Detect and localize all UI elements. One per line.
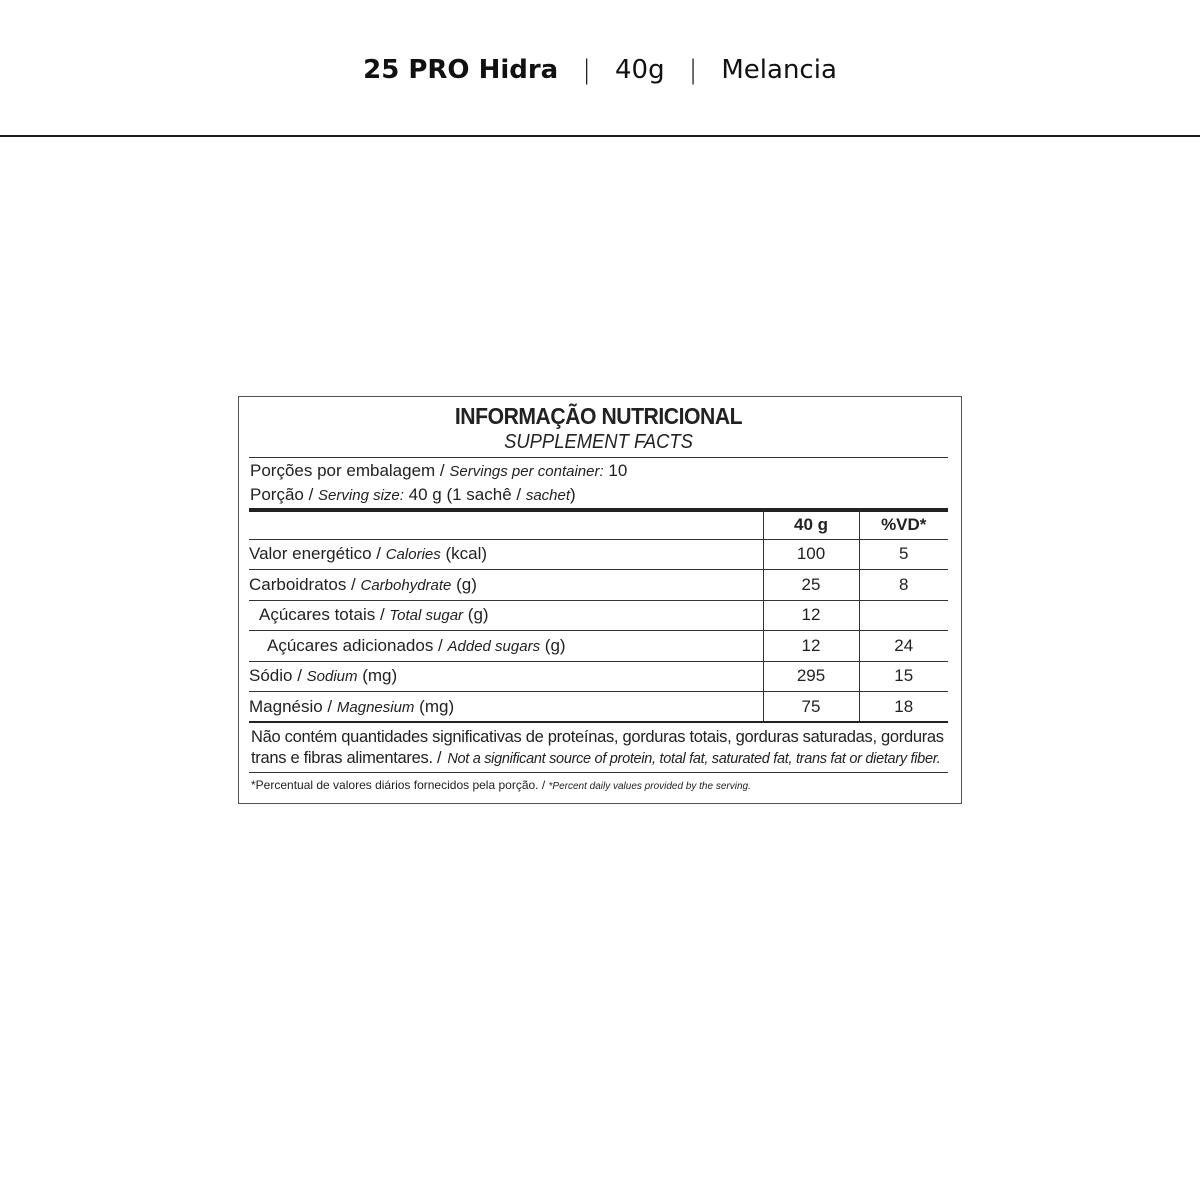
nutrient-unit: (g)	[451, 574, 477, 594]
table-row	[249, 570, 948, 601]
product-name: 25 PRO Hidra	[363, 55, 559, 85]
nutrient-dv: 18	[859, 692, 948, 723]
portion-value: 40 g (1 sachê /	[403, 485, 526, 504]
column-header-dv: %VD*	[859, 511, 948, 539]
nutrient-name	[249, 600, 763, 631]
portion-sachet-en: sachet	[525, 487, 571, 504]
nutrient-name	[249, 661, 763, 692]
serving-size	[250, 485, 576, 505]
footnote-pt: *Percentual de valores diários fornecidos pela porção. /	[251, 778, 549, 792]
nutrient-name-en: Calories	[385, 546, 441, 564]
nutrient-unit: (mg)	[414, 696, 455, 716]
nutrient-name	[249, 692, 763, 723]
nutrient-unit: (kcal)	[440, 544, 488, 564]
nutrient-unit: (g)	[540, 635, 566, 655]
table-row	[249, 539, 948, 570]
nutrient-name-en: Magnesium	[336, 698, 415, 716]
divider	[249, 457, 948, 458]
label-subtitle: SUPPLEMENT FACTS	[504, 431, 693, 453]
nutrient-name-pt: Sódio /	[249, 666, 307, 686]
product-header	[0, 0, 1200, 137]
servings-label-pt: Porções por embalagem /	[250, 461, 450, 480]
footnote-en: *Percent daily values provided by the serving.	[548, 781, 751, 792]
nutrient-amount: 295	[763, 661, 859, 692]
note-en: Not a significant source of protein, total fat, saturated fat, trans fat or dietary fiber.	[447, 751, 941, 767]
servings-per-container	[250, 461, 627, 481]
nutrient-name	[249, 631, 763, 662]
note-pt: Não contém quantidades significativas de proteínas, gorduras totais, gorduras saturadas, gorduras trans e fibras alimentares. /	[251, 728, 944, 767]
nutrient-name	[249, 570, 763, 601]
nutrient-name-pt: Magnésio /	[249, 696, 337, 716]
portion-label-en: Serving size:	[318, 487, 404, 504]
nutrient-dv	[859, 600, 948, 631]
divider	[249, 772, 948, 773]
nutrient-name-pt: Açúcares totais /	[259, 605, 390, 625]
nutrient-name-en: Carbohydrate	[360, 576, 452, 594]
nutrient-unit: (g)	[463, 605, 489, 625]
daily-value-footnote	[251, 778, 751, 792]
nutrient-amount: 25	[763, 570, 859, 601]
nutrition-facts-panel	[238, 396, 962, 804]
product-weight: 40g	[615, 55, 665, 85]
nutrient-name-pt: Carboidratos /	[249, 574, 361, 594]
nutrient-dv: 5	[859, 539, 948, 570]
nutrient-amount: 12	[763, 600, 859, 631]
nutrient-unit: (mg)	[357, 666, 398, 686]
servings-label-en: Servings per container:	[449, 463, 604, 480]
nutrient-amount: 12	[763, 631, 859, 662]
product-header-line	[0, 52, 1200, 88]
nutrient-amount: 75	[763, 692, 859, 723]
nutrient-amount: 100	[763, 539, 859, 570]
product-flavor: Melancia	[721, 55, 837, 85]
table-row	[249, 661, 948, 692]
nutrient-dv: 8	[859, 570, 948, 601]
nutrient-name-pt: Valor energético /	[249, 544, 386, 564]
header-separator: |	[688, 55, 698, 85]
header-blank-cell	[249, 511, 763, 539]
column-header-amount: 40 g	[763, 511, 859, 539]
table-row	[249, 692, 948, 723]
table-row	[249, 600, 948, 631]
table-row	[249, 631, 948, 662]
portion-label-pt: Porção /	[250, 485, 319, 504]
portion-close: )	[570, 485, 576, 504]
servings-value: 10	[603, 461, 628, 480]
nutrient-name-en: Added sugars	[447, 637, 541, 655]
nutrient-name-pt: Açúcares adicionados /	[267, 635, 448, 655]
table-header-row	[249, 511, 948, 539]
nutrient-name-en: Sodium	[306, 668, 358, 686]
label-title: INFORMAÇÃO NUTRICIONAL	[454, 403, 743, 429]
nutrient-name-en: Total sugar	[389, 607, 464, 625]
nutrient-name	[249, 539, 763, 570]
not-significant-note	[251, 727, 950, 770]
nutrient-dv: 15	[859, 661, 948, 692]
nutrient-dv: 24	[859, 631, 948, 662]
header-separator: |	[582, 55, 591, 85]
nutrition-table	[249, 511, 948, 723]
